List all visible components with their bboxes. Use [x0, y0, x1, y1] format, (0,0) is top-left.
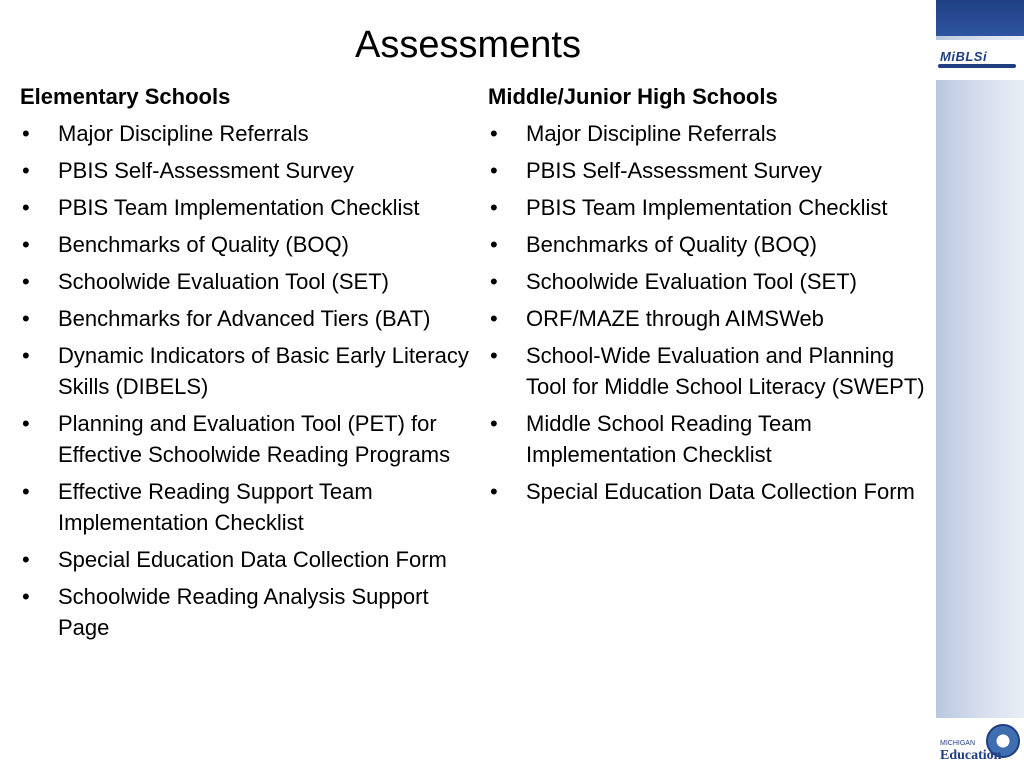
list-item	[20, 155, 470, 186]
list-item	[488, 192, 928, 223]
list-item-text: Schoolwide Evaluation Tool (SET)	[526, 269, 857, 294]
column-heading: Elementary Schools	[20, 84, 231, 109]
bullet-icon: •	[22, 306, 30, 331]
list-item-text: Planning and Evaluation Tool (PET) for Effective Schoolwide Reading Programs	[58, 411, 451, 467]
logo-education-text: Education	[940, 748, 1002, 763]
list-item-text: ORF/MAZE through AIMSWeb	[526, 306, 824, 331]
list-item-text: Schoolwide Evaluation Tool (SET)	[58, 269, 389, 294]
list-item	[488, 476, 928, 507]
bullet-icon: •	[22, 158, 30, 183]
list-item	[20, 340, 470, 402]
michigan-education-logo	[936, 718, 1024, 768]
bullet-icon: •	[490, 195, 498, 220]
list-item	[488, 229, 928, 260]
list-item-text: PBIS Team Implementation Checklist	[58, 195, 420, 220]
bullet-list	[488, 118, 928, 507]
list-item-text: Middle School Reading Team Implementation Checklist	[526, 411, 812, 467]
list-item	[20, 266, 470, 297]
list-item	[488, 266, 928, 297]
list-item	[20, 581, 470, 643]
bullet-icon: •	[490, 411, 498, 436]
list-item-text: Schoolwide Reading Analysis Support Page	[58, 584, 429, 640]
bullet-icon: •	[490, 269, 498, 294]
bullet-icon: •	[22, 195, 30, 220]
bullet-icon: •	[22, 411, 30, 436]
logo-state-text: MICHIGAN	[940, 740, 975, 747]
side-band-top-stripe	[936, 0, 1024, 36]
list-item	[488, 155, 928, 186]
bullet-icon: •	[490, 343, 498, 368]
list-item	[488, 303, 928, 334]
bullet-list	[20, 118, 470, 643]
bullet-icon: •	[490, 306, 498, 331]
list-item-text: Special Education Data Collection Form	[526, 479, 915, 504]
list-item	[488, 408, 928, 470]
slide-title: Assessments	[355, 24, 581, 66]
mibls-logo-swoosh	[938, 64, 1016, 68]
bullet-icon: •	[22, 232, 30, 257]
list-item-text: Benchmarks of Quality (BOQ)	[526, 232, 817, 257]
list-item-text: Dynamic Indicators of Basic Early Literacy Skills (DIBELS)	[58, 343, 469, 399]
list-item-text: School-Wide Evaluation and Planning Tool for Middle School Literacy (SWEPT)	[526, 343, 925, 399]
list-item	[20, 408, 470, 470]
list-item	[20, 544, 470, 575]
list-item	[488, 118, 928, 149]
list-item	[20, 303, 470, 334]
list-item-text: Major Discipline Referrals	[58, 121, 309, 146]
bullet-icon: •	[22, 584, 30, 609]
list-item-text: Major Discipline Referrals	[526, 121, 777, 146]
bullet-icon: •	[490, 479, 498, 504]
bullet-icon: •	[22, 269, 30, 294]
list-item-text: Special Education Data Collection Form	[58, 547, 447, 572]
column-middle-junior-high	[488, 82, 928, 513]
list-item	[20, 476, 470, 538]
column-heading: Middle/Junior High Schools	[488, 84, 778, 109]
mibls-logo-text: MiBLSi	[940, 49, 988, 64]
list-item	[20, 229, 470, 260]
list-item-text: Benchmarks of Quality (BOQ)	[58, 232, 349, 257]
list-item-text: PBIS Self-Assessment Survey	[526, 158, 822, 183]
list-item-text: PBIS Team Implementation Checklist	[526, 195, 888, 220]
bullet-icon: •	[490, 158, 498, 183]
mibls-logo	[936, 40, 1024, 80]
list-item	[20, 118, 470, 149]
bullet-icon: •	[22, 547, 30, 572]
column-elementary	[20, 82, 470, 649]
bullet-icon: •	[22, 343, 30, 368]
list-item-text: Effective Reading Support Team Implementation Checklist	[58, 479, 373, 535]
side-decorative-band	[936, 0, 1024, 768]
list-item-text: PBIS Self-Assessment Survey	[58, 158, 354, 183]
list-item	[488, 340, 928, 402]
bullet-icon: •	[490, 232, 498, 257]
bullet-icon: •	[22, 479, 30, 504]
list-item	[20, 192, 470, 223]
list-item-text: Benchmarks for Advanced Tiers (BAT)	[58, 306, 431, 331]
bullet-icon: •	[22, 121, 30, 146]
bullet-icon: •	[490, 121, 498, 146]
